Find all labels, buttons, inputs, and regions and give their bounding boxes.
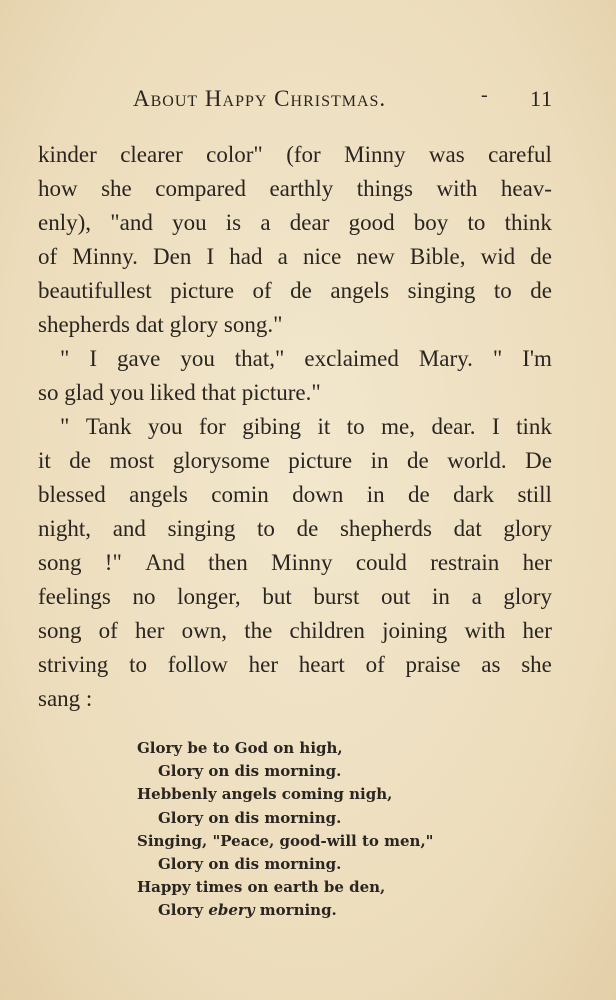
word: you [180,346,215,371]
word: heart [298,652,345,677]
word: dear [289,210,330,235]
word: tink [516,414,552,439]
word: dear. [431,414,476,439]
word: a [260,210,271,235]
word: her [135,618,165,643]
word: world. [447,448,507,473]
text-line [38,172,552,206]
word: it [317,414,331,439]
word: own, [181,618,227,643]
word: in [370,448,389,473]
verse-block [137,737,497,923]
verse-refrain [137,899,497,922]
word: in [366,482,385,507]
word: picture [170,278,235,303]
word: Mary. [418,346,473,371]
text-line [38,478,552,512]
word: you [172,210,207,235]
word: her [522,550,552,575]
word: praise [405,652,461,677]
word: glory [503,516,552,541]
word: still [517,482,552,507]
text-line [38,240,552,274]
word: de [408,482,430,507]
text-line [38,444,552,478]
word: Minny [271,550,333,575]
word: new [356,244,395,269]
word: her [522,618,552,643]
word: to [467,210,486,235]
word: heav- [500,176,552,201]
text-line [38,648,552,682]
word: beautifullest [38,278,152,303]
text-line: sang : [38,686,93,711]
word: and [112,516,146,541]
word: but [262,584,292,609]
word: burst [313,584,360,609]
word: de [407,448,429,473]
word: song [38,550,82,575]
word: down [292,482,344,507]
word: of [38,244,58,269]
word: is [225,210,242,235]
word: de [296,516,319,541]
word: children [289,618,365,643]
word: kinder [38,142,97,167]
word: " [60,346,70,371]
word: "and [110,210,153,235]
word: Bible, [409,244,466,269]
page-number: 11 [530,86,554,111]
word: how [38,176,78,201]
word: with [436,176,478,201]
word: careful [488,142,552,167]
word: Den [153,244,192,269]
text-line [38,274,552,308]
text-line [38,206,552,240]
word: De [525,448,552,473]
word: no [132,584,156,609]
word: in [432,584,450,609]
text-line: shepherds dat glory song." [38,312,283,337]
word: I'm [522,346,552,371]
word: wid [480,244,516,269]
word: a [277,244,288,269]
word: glory [503,584,552,609]
verse-line: Happy times on earth be den, [137,878,386,897]
word: !" [104,550,122,575]
verse-line: Hebbenly angels coming nigh, [137,785,393,804]
word: of [98,618,118,643]
word: earthly [269,176,334,201]
text-line [38,614,552,648]
word: out [381,584,411,609]
word: she [521,652,552,677]
word: of [365,652,385,677]
word: picture [288,448,353,473]
word: I [206,244,215,269]
word: glorysome [172,448,270,473]
word: " [492,346,503,371]
text-line [38,342,552,376]
word: most [109,448,155,473]
word: dark [453,482,495,507]
word: with [464,618,506,643]
verse-line: Glory be to God on high, [137,739,343,757]
text-line [38,546,552,580]
word: it [38,448,51,473]
word: her [248,652,278,677]
word: Minny. [72,244,138,269]
word: singing [167,516,236,541]
word: striving [38,652,109,677]
word: a [471,584,482,609]
word: color" [206,142,263,167]
word: clearer [120,142,183,167]
word: song [38,618,82,643]
word: feelings [38,584,111,609]
word: gave [116,346,161,371]
word: me, [381,414,415,439]
word: nice [302,244,342,269]
verse-refrain: Glory on dis morning. [158,808,342,827]
word: blessed [38,482,106,507]
word: angels [129,482,188,507]
word: de [290,278,312,303]
word: as [481,652,501,677]
word: was [428,142,465,167]
word: gibing [242,414,302,439]
word: dat [453,516,482,541]
word: restrain [430,550,500,575]
text-line [38,512,552,546]
text-line: so glad you liked that picture." [38,380,321,405]
word: singing [407,278,476,303]
header-dash: - [481,84,488,106]
word: I [491,414,500,439]
text-line [38,580,552,614]
word: that," [234,346,285,371]
word: could [355,550,407,575]
word: for [198,414,226,439]
body-text [38,138,552,716]
word: night, [38,516,92,541]
verse-italic-word: ebery [208,901,255,920]
word: things [356,176,414,201]
verse-line: Singing, "Peace, good-will to men," [137,831,434,850]
word: de [69,448,91,473]
word: of [252,278,272,303]
word: " [60,414,70,439]
running-title: About Happy Christmas. [133,86,387,111]
word: boy [413,210,449,235]
verse-text: Glory [158,901,209,920]
word: she [101,176,132,201]
word: then [208,550,248,575]
word: exclaimed [304,346,399,371]
text-line [38,138,552,172]
word: angels [330,278,390,303]
word: de [530,278,552,303]
word: Tank [85,414,132,439]
word: comin [211,482,269,507]
word: had [229,244,263,269]
word: I [89,346,98,371]
verse-refrain: Glory on dis morning. [158,854,342,873]
word: to [346,414,365,439]
word: follow [167,652,228,677]
word: you [147,414,183,439]
verse-refrain: Glory on dis morning. [158,762,342,781]
word: to [257,516,275,541]
word: good [348,210,395,235]
word: to [493,278,512,303]
word: joining [382,618,448,643]
verse-text: morning. [254,901,337,920]
text-line [38,410,552,444]
word: longer, [177,584,241,609]
word: de [530,244,552,269]
word: (for [286,142,321,167]
word: compared [155,176,246,201]
word: to [129,652,147,677]
word: think [504,210,552,235]
word: shepherds [339,516,432,541]
page-header [0,86,616,120]
word: the [244,618,273,643]
word: Minny [344,142,406,167]
word: And [145,550,185,575]
word: enly), [38,210,92,235]
